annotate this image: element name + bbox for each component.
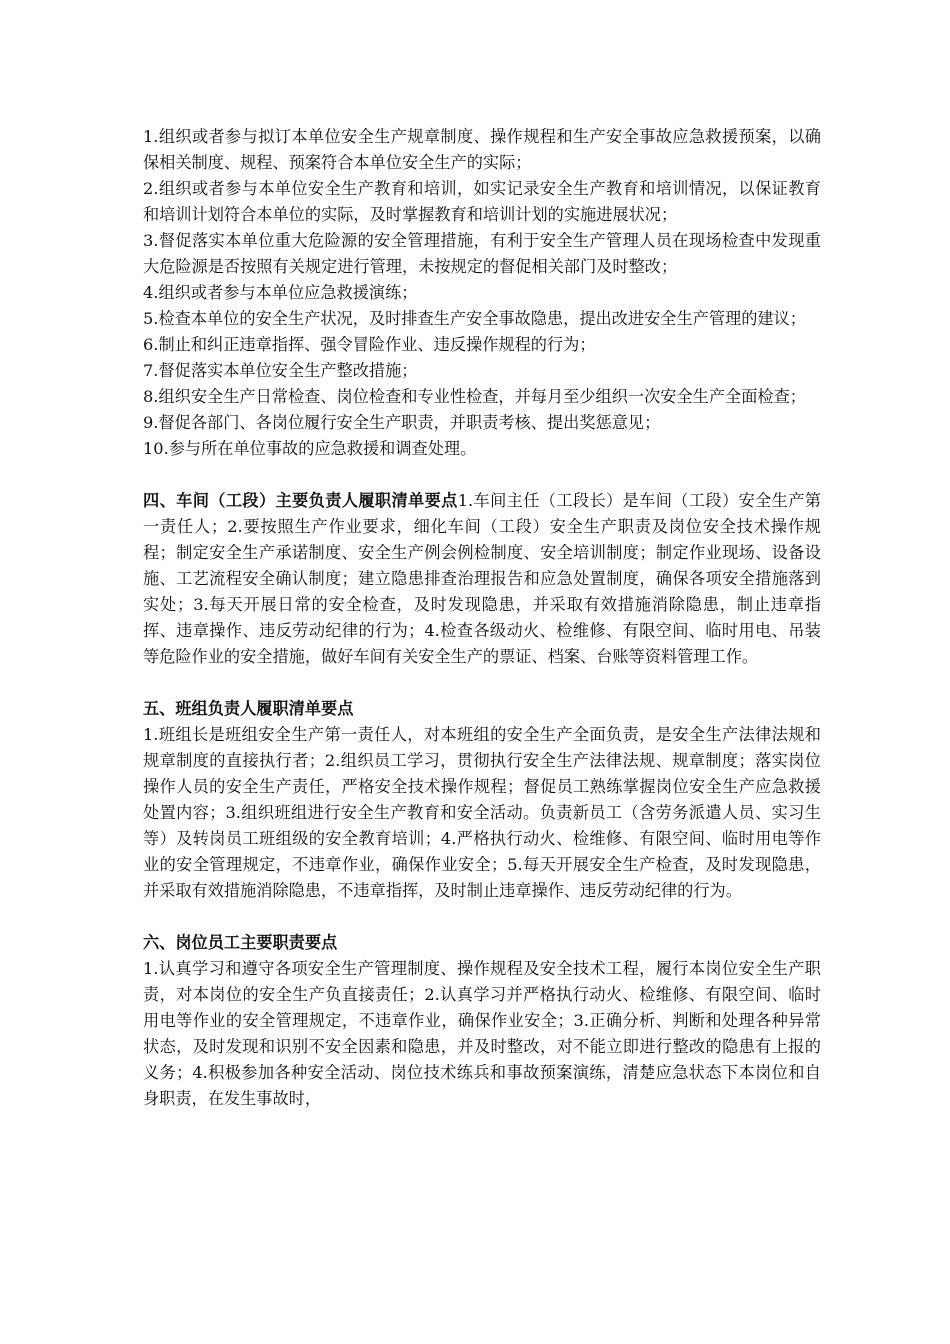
list-item: 9.督促各部门、各岗位履行安全生产职责，并职责考核、提出奖惩意见； bbox=[143, 413, 661, 432]
list-item: 10.参与所在单位事故的应急救援和调查处理。 bbox=[143, 439, 477, 458]
section-body: 1.车间主任（工段长）是车间（工段）安全生产第一责任人；2.要按照生产作业要求，细化车间（工段）安全生产职责及岗位安全技术操作规程；制定安全生产承诺制度、安全生产例会例检制度、安全培训制度；制定作业现场、设备设施、工艺流程安全确认制度；建立隐患排查治理报告和应急处置制度，确保各项安全措施落到实处；3.每天开展日常的安全检查，及时发现隐患，并采取有效措施消除隐患，制止违章指挥、违章操作、违反劳动纪律的行为；4.检查各级动火、检维修、有限空间、临时用电、吊装等危险作业的安全措施，做好车间有关安全生产的票证、档案、台账等资料管理工作。 bbox=[143, 491, 821, 666]
list-item: 5.检查本单位的安全生产状况，及时排查生产安全事故隐患，提出改进安全生产管理的建议； bbox=[143, 309, 806, 328]
section-heading: 四、车间（工段）主要负责人履职清单要点 bbox=[143, 491, 458, 510]
section-paragraph bbox=[143, 488, 821, 670]
document-page bbox=[143, 124, 821, 1112]
list-item: 6.制止和纠正违章指挥、强令冒险作业、违反操作规程的行为； bbox=[143, 335, 596, 354]
section-heading: 六、岗位员工主要职责要点 bbox=[143, 933, 338, 952]
section-team-leader bbox=[143, 696, 821, 904]
section-workshop-leader bbox=[143, 488, 821, 670]
section-heading: 五、班组负责人履职清单要点 bbox=[143, 699, 354, 718]
list-item: 7.督促落实本单位安全生产整改措施； bbox=[143, 361, 418, 380]
list-item: 2.组织或者参与本单位安全生产教育和培训，如实记录安全生产教育和培训情况，以保证教育和培训计划符合本单位的实际，及时掌握教育和培训计划的实施进展状况； bbox=[143, 179, 821, 224]
list-item: 4.组织或者参与本单位应急救援演练； bbox=[143, 283, 418, 302]
section-employee bbox=[143, 930, 821, 1112]
section-body: 1.认真学习和遵守各项安全生产管理制度、操作规程及安全技术工程，履行本岗位安全生产职责，对本岗位的安全生产负直接责任；2.认真学习并严格执行动火、检维修、有限空间、临时用电等作业的安全管理规定，不违章作业，确保作业安全；3.正确分析、判断和处理各种异常状态，及时发现和识别不安全因素和隐患，并及时整改，对不能立即进行整改的隐患有上报的义务；4.积极参加各种安全活动、岗位技术练兵和事故预案演练，清楚应急状态下本岗位和自身职责，在发生事故时， bbox=[143, 959, 821, 1108]
list-item: 3.督促落实本单位重大危险源的安全管理措施，有利于安全生产管理人员在现场检查中发现重大危险源是否按照有关规定进行管理，未按规定的督促相关部门及时整改； bbox=[143, 231, 821, 276]
section-body: 1.班组长是班组安全生产第一责任人，对本班组的安全生产全面负责，是安全生产法律法规和规章制度的直接执行者；2.组织员工学习，贯彻执行安全生产法律法规、规章制度；落实岗位操作人员的安全生产责任，严格安全技术操作规程；督促员工熟练掌握岗位安全生产应急救援处置内容；3.组织班组进行安全生产教育和安全活动。负责新员工（含劳务派遣人员、实习生等）及转岗员工班组级的安全教育培训；4.严格执行动火、检维修、有限空间、临时用电等作业的安全管理规定，不违章作业，确保作业安全；5.每天开展安全生产检查，及时发现隐患，并采取有效措施消除隐患，不违章指挥，及时制止违章操作、违反劳动纪律的行为。 bbox=[143, 725, 821, 900]
duty-list bbox=[143, 124, 821, 462]
list-item: 1.组织或者参与拟订本单位安全生产规章制度、操作规程和生产安全事故应急救援预案，以确保相关制度、规程、预案符合本单位安全生产的实际； bbox=[143, 127, 821, 172]
list-item: 8.组织安全生产日常检查、岗位检查和专业性检查，并每月至少组织一次安全生产全面检查； bbox=[143, 387, 806, 406]
